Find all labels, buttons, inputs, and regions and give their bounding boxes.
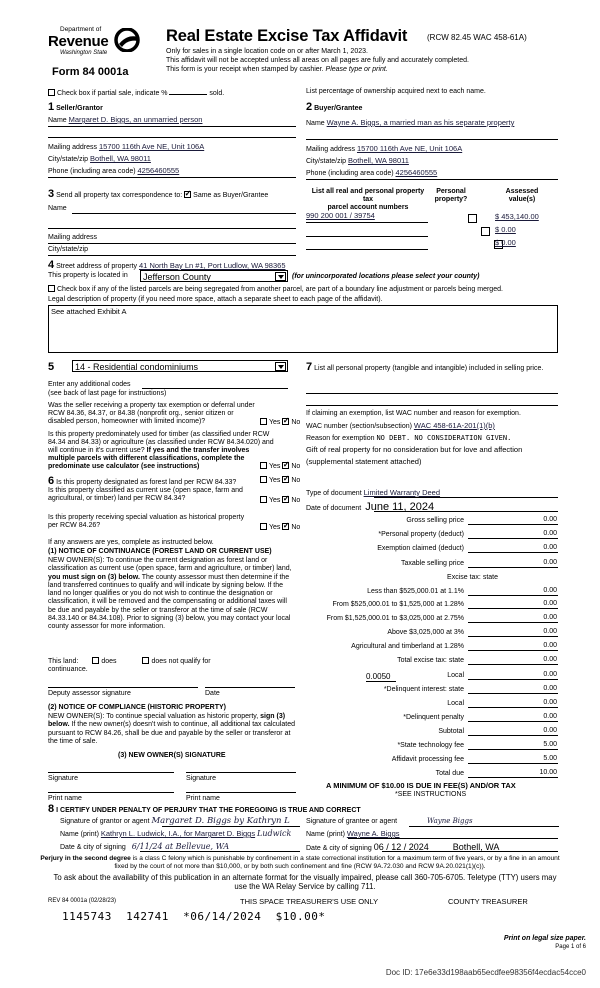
county-treasurer: COUNTY TREASURER	[448, 897, 528, 906]
if-any-yes: If any answers are yes, complete as instructed below.	[48, 539, 214, 546]
partial-sale-row: Check box if partial sale, indicate % sold.	[48, 88, 224, 98]
s6-q3-no[interactable]	[282, 523, 289, 530]
tax-row-label: Total excise tax: state	[397, 657, 464, 664]
s6-q2-no[interactable]	[282, 496, 289, 503]
buyer-city-row: City/state/zip Bothell, WA 98011	[306, 156, 409, 165]
s6-q2: Is this property classified as current use (open space, farm and agricultural, or timber) land per RCW 84.34?	[48, 487, 243, 503]
segregated-row: Check box if any of the listed parcels are being segregated from another parcel, are part of a boundary line adjustment or parcels being merged.	[48, 285, 503, 294]
see-instructions: *SEE INSTRUCTIONS	[395, 791, 467, 798]
property-street[interactable]: 41 North Bay Ln #1, Port Ludlow, WA 98365	[139, 261, 286, 270]
revision: REV 84 0001a (02/28/23)	[48, 898, 117, 904]
tax-row	[306, 574, 558, 586]
header-note-3: This form is your receipt when stamped by cashier. Please type or print.	[166, 66, 388, 73]
tax-row	[306, 742, 558, 754]
tax-row	[306, 629, 558, 641]
s5-q1-yes[interactable]	[260, 418, 267, 425]
doc-date-row: Date of document June 11, 2024	[306, 501, 435, 513]
personal-property-checkbox-1[interactable]	[468, 214, 477, 223]
tax-row	[306, 601, 558, 613]
tax-row-value[interactable]: 0.00	[468, 600, 558, 609]
doc-id: Doc ID: 17e6e33d198aab65ecdfee98356f4ecdac54cce0	[385, 968, 586, 977]
buyer-heading: 2 Buyer/Grantee	[306, 101, 363, 113]
tax-row-value[interactable]: 0.00	[468, 727, 558, 736]
minimum-due: A MINIMUM OF $10.00 IS DUE IN FEE(S) AND/OR TAX	[326, 781, 516, 790]
form-rcw: (RCW 82.45 WAC 458-61A)	[427, 33, 527, 42]
seller-name[interactable]: Margaret D. Biggs, an unmarried person	[68, 115, 203, 124]
local-rate[interactable]: 0.0050	[366, 672, 396, 682]
form-number: Form 84 0001a	[52, 66, 129, 78]
s5-q1-no[interactable]	[282, 418, 289, 425]
tax-row	[306, 714, 558, 726]
notice2-body: NEW OWNER(S): To continue special valuation as historic property, sign (3) below. If the new owner(s) doesn't wish to continue, all additional tax calculated pursuant to RCW 84.26, shall be due and payable by the seller or transferor at the time of sale.	[48, 713, 295, 745]
deputy-date-label: Date	[205, 690, 220, 697]
tax-row-label: *Personal property (deduct)	[378, 531, 464, 538]
dor-logo	[48, 26, 144, 82]
tax-row-value[interactable]: 0.00	[468, 699, 558, 708]
tax-row-label: From $1,525,000.01 to $3,025,000 at 2.75%	[326, 615, 464, 622]
s5-q2-answers: Yes ✓ No	[260, 462, 300, 471]
form-title: Real Estate Excise Tax Affidavit	[166, 27, 408, 45]
tax-row-value[interactable]: 0.00	[468, 614, 558, 623]
tax-row-label: *Delinquent interest: state	[383, 686, 464, 693]
assessed-value-3[interactable]: $ 0.00	[495, 238, 516, 247]
section5-number: 5	[48, 361, 55, 373]
tax-row-label: Agricultural and timberland at 1.28%	[351, 643, 464, 650]
buyer-name[interactable]: Wayne A. Biggs, a married man as his separate property	[326, 118, 515, 127]
tax-row-label: Taxable selling price	[400, 560, 464, 567]
buyer-name-row: Name Wayne A. Biggs, a married man as his separate property	[306, 118, 515, 127]
dept-line1: Department of	[60, 26, 102, 33]
tax-row	[306, 545, 558, 557]
grantee-date-row: Date & city of signing 06 / 12 / 2024 Bothell, WA	[306, 842, 500, 852]
tax-row-label: Exemption claimed (deduct)	[377, 545, 464, 552]
header-note-2: This affidavit will not be accepted unless all areas on all pages are fully and accurately completed.	[166, 57, 469, 64]
seller-name-row: Name Margaret D. Biggs, an unmarried person	[48, 115, 203, 124]
s6-q3-answers: Yes ✓ No	[260, 523, 300, 532]
reason-value[interactable]: NO DEBT. NO CONSIDERATION GIVEN.	[376, 434, 512, 442]
seller-mailing-row: Mailing address 15700 116th Ave NE, Unit 106A	[48, 142, 205, 151]
grantee-sig-row: Signature of grantee or agent Wayne Biggs	[306, 817, 473, 825]
s6-q3: Is this property receiving special valuation as historical property per RCW 84.26?	[48, 514, 245, 530]
tax-row	[306, 672, 558, 684]
wac-row: WAC number (section/subsection) WAC 458-61A-201(1)(b)	[306, 421, 495, 430]
tax-row-label: Gross selling price	[406, 517, 464, 524]
s6-q1-answers: Yes ✓ No	[260, 476, 300, 485]
exemption-claim-label: If claiming an exemption, list WAC number and reason for exemption.	[306, 410, 521, 417]
tax-row-value[interactable]: 0.00	[468, 628, 558, 637]
seller-city-row: City/state/zip Bothell, WA 98011	[48, 154, 151, 163]
county-row: This property is located in	[48, 272, 128, 279]
owner-signature-label-2: Signature	[186, 775, 216, 782]
tax-row-label: *State technology fee	[397, 742, 464, 749]
notice1-body: NEW OWNER(S): To continue the current designation as forest land or classification as current use (open space, farm and agriculture, or timber) land, you must sign on (3) below. The county assessor must then determine if the land transferred continues to qualify and will indicate by signing below. If the land no longer qualifies or you do not wish to continue the designation or classification, it will be removed and the compensating or additional taxes will be due and payable by the seller or transferor at the time of sale (RCW 84.33.140 or 84.34.108). Prior to signing (3) below, you may contact your local county assessor for more information.	[48, 557, 292, 630]
seller-heading: 1 Seller/Grantor	[48, 101, 103, 113]
additional-codes-label: Enter any additional codes	[48, 381, 131, 388]
doc-type[interactable]: Limited Warranty Deed	[363, 488, 441, 497]
grantee-city[interactable]: Bothell, WA	[452, 842, 500, 852]
section4-street-row: 4 Street address of property 41 North Bay Ln #1, Port Ludlow, WA 98365	[48, 259, 286, 271]
tax-row	[306, 686, 558, 698]
grantee-name-row: Name (print) Wayne A. Biggs	[306, 829, 400, 838]
s6-q1-no[interactable]	[282, 476, 289, 483]
tax-row-label: Less than $525,000.01 at 1.1%	[367, 588, 464, 595]
land-use-dropdown-icon[interactable]	[275, 362, 286, 371]
tax-row-label: Affidavit processing fee	[391, 756, 464, 763]
availability-notice: To ask about the availability of this publication in an alternate format for the visually impaired, please call 360-705-6705. Teletype (TTY) users may use the WA Relay Service by calling 711.	[53, 873, 557, 891]
deputy-signature-label: Deputy assessor signature	[48, 690, 131, 697]
grantor-sig-row: Signature of grantor or agent Margaret D. Biggs by Kathryn L	[60, 816, 290, 826]
tax-row	[306, 560, 558, 572]
reason-line-2[interactable]: Gift of real property for no consideration but for love and affection	[306, 445, 523, 454]
cashier-stamp: 1145743 142741 *06/14/2024 $10.00*	[62, 910, 326, 923]
tax-row-label: Local	[447, 700, 464, 707]
reason-row: Reason for exemption NO DEBT. NO CONSIDERATION GIVEN.	[306, 434, 512, 442]
see-back-note: (see back of last page for instructions)	[48, 390, 167, 397]
s3-name-label: Name	[48, 205, 67, 212]
section3-correspondence: 3 Send all property tax correspondence to: ✓ Same as Buyer/Grantee	[48, 188, 268, 201]
grantor-initial: Ludwick	[257, 829, 292, 838]
tax-row-value[interactable]: 0.00	[468, 516, 558, 525]
seller-phone-row: Phone (including area code) 4256460555	[48, 166, 180, 175]
segregated-checkbox[interactable]	[48, 285, 55, 292]
seller-mailing[interactable]: 15700 116th Ave NE, Unit 106A	[98, 142, 205, 151]
reason-line-3[interactable]: (supplemental statement attached)	[306, 457, 422, 466]
tax-row-label: Excise tax: state	[447, 574, 498, 581]
grantor-date-row: Date & city of signing 6/11/24 at Bellevue, WA	[60, 842, 230, 851]
tax-row	[306, 728, 558, 740]
partial-sale-checkbox[interactable]	[48, 89, 55, 96]
seller-city[interactable]: Bothell, WA 98011	[90, 154, 151, 163]
continuance-label: continuance.	[48, 666, 88, 673]
this-land-row: This land: does does not qualify for	[48, 658, 211, 665]
tax-row	[306, 517, 558, 529]
grantor-name-row: Name (print) Kathryn L. Ludwick, I.A., for Margaret D. Biggs Ludwick	[60, 829, 292, 838]
tax-row-value[interactable]: 0.00	[468, 544, 558, 553]
assessed-value-1[interactable]: $ 453,140.00	[495, 212, 539, 221]
buyer-city[interactable]: Bothell, WA 98011	[348, 156, 409, 165]
s5-q2-yes[interactable]	[260, 462, 267, 469]
s6-q2-yes[interactable]	[260, 496, 267, 503]
tax-row-label: *Delinquent penalty	[403, 714, 464, 721]
s5-q1: Was the seller receiving a property tax exemption or deferral under RCW 84.36, 84.37, or 84.38 (nonprofit org., senior citizen or disabled person, homeowner with limited income)?	[48, 402, 255, 426]
notice1-title: (1) NOTICE OF CONTINUANCE (FOREST LAND OR CURRENT USE)	[48, 548, 272, 555]
notice2-title: (2) NOTICE OF COMPLIANCE (HISTORIC PROPERTY)	[48, 704, 226, 711]
s5-q2-no[interactable]	[282, 462, 289, 469]
s6-q3-yes[interactable]	[260, 523, 267, 530]
tax-row-value[interactable]: 0.00	[468, 530, 558, 539]
wac-number[interactable]: WAC 458-61A-201(1)(b)	[413, 421, 495, 430]
tax-row-value[interactable]: 10.00	[468, 769, 558, 778]
tax-row-value[interactable]: 0.00	[468, 587, 558, 596]
tax-row	[306, 615, 558, 627]
tax-row-value[interactable]: 0.00	[468, 713, 558, 722]
parcel-header: List all real and personal property tax parcel account numbers	[311, 188, 425, 212]
dor-emblem-icon	[114, 28, 140, 52]
ownership-note: List percentage of ownership acquired next to each name.	[306, 88, 486, 95]
dept-line3: Washington State	[60, 50, 108, 56]
assessed-header: Assessed value(s)	[505, 188, 539, 204]
grantee-print-name[interactable]: Wayne A. Biggs	[346, 829, 400, 838]
s3-city-label: City/state/zip	[48, 246, 89, 253]
grantor-print-name[interactable]: Kathryn L. Ludwick, I.A., for Margaret D. Biggs	[100, 829, 256, 838]
buyer-mailing[interactable]: 15700 116th Ave NE, Unit 106A	[356, 144, 463, 153]
grantee-date[interactable]: 06 / 12 / 2024	[373, 842, 429, 852]
s6-q1-yes[interactable]	[260, 476, 267, 483]
tax-row	[306, 531, 558, 543]
owner-print-label-2: Print name	[186, 795, 220, 802]
land-does-checkbox[interactable]	[92, 657, 99, 664]
tax-row-label: Above $3,025,000 at 3%	[387, 629, 464, 636]
section7-text: 7 List all personal property (tangible and intangible) included in selling price.	[306, 361, 544, 373]
s6-q2-answers: Yes ✓ No	[260, 496, 300, 505]
tax-row-value[interactable]: 5.00	[468, 741, 558, 750]
legal-description-field[interactable]: See attached Exhibit A	[48, 305, 558, 353]
land-use-select[interactable]: 14 - Residential condominiums	[72, 360, 288, 372]
tax-row	[306, 643, 558, 655]
same-as-buyer-checkbox[interactable]	[184, 191, 191, 198]
land-does-not-checkbox[interactable]	[142, 657, 149, 664]
perjury-notice: Perjury in the second degree is a class C felony which is punishable by confinement in a state correctional institution for a maximum term of five years, or by a fine in an amount fixed by the court of not more than $10,000, or by both such confinement and fine (RCW 9A.72.030 and RCW 9A.20.021(1)(c)).	[40, 855, 560, 870]
tax-row-value[interactable]: 0.00	[468, 671, 558, 680]
header-note-1: Only for sales in a single location code on or after March 1, 2023.	[166, 48, 368, 55]
page-number: Page 1 of 6	[555, 944, 586, 950]
tax-row-label: Total due	[435, 770, 464, 777]
tax-row-value[interactable]: 0.00	[468, 642, 558, 651]
county-select[interactable]: Jefferson County	[140, 270, 288, 282]
buyer-phone[interactable]: 4256460555	[395, 168, 438, 177]
tax-row-label: Local	[447, 672, 464, 679]
owner-print-label-1: Print name	[48, 795, 82, 802]
county-note: (for unincorporated locations please select your county)	[292, 273, 480, 280]
treasurer-only: THIS SPACE TREASURER'S USE ONLY	[240, 897, 379, 906]
county-dropdown-icon[interactable]	[275, 272, 286, 281]
s5-q1-answers: Yes ✓ No	[260, 418, 300, 427]
tax-row-label: Subtotal	[438, 728, 464, 735]
dept-line2: Revenue	[48, 33, 109, 50]
tax-row-value[interactable]: 5.00	[468, 755, 558, 764]
tax-row-value[interactable]: 0.00	[468, 559, 558, 568]
buyer-mailing-row: Mailing address 15700 116th Ave NE, Unit 106A	[306, 144, 463, 153]
tax-row-value[interactable]: 0.00	[468, 656, 558, 665]
tax-row-value[interactable]: 0.00	[468, 685, 558, 694]
tax-row	[306, 756, 558, 768]
tax-row-label: From $525,000.01 to $1,525,000 at 1.28%	[332, 601, 464, 608]
seller-phone[interactable]: 4256460555	[137, 166, 180, 175]
tax-row	[306, 657, 558, 669]
personal-property-checkbox-2[interactable]	[481, 227, 490, 236]
buyer-phone-row: Phone (including area code) 4256460555	[306, 168, 438, 177]
tax-row	[306, 700, 558, 712]
owner-signature-label-1: Signature	[48, 775, 78, 782]
certify-heading: 8 I CERTIFY UNDER PENALTY OF PERJURY THAT THE FOREGOING IS TRUE AND CORRECT	[48, 803, 361, 815]
grantee-signature[interactable]: Wayne Biggs	[427, 817, 473, 825]
grantor-signature[interactable]: Margaret D. Biggs by Kathryn L	[151, 816, 290, 826]
s6-q1: 6 Is this property designated as forest land per RCW 84.33?	[48, 475, 237, 487]
personal-header: Personal property?	[434, 188, 468, 204]
doc-date[interactable]: June 11, 2024	[365, 501, 435, 513]
tax-row	[306, 588, 558, 600]
notice3-title: (3) NEW OWNER(S) SIGNATURE	[118, 752, 226, 759]
doc-type-row: Type of document Limited Warranty Deed	[306, 488, 441, 497]
grantor-date-city[interactable]: 6/11/24 at Bellevue, WA	[131, 842, 230, 851]
s3-mailing-label: Mailing address	[48, 234, 98, 241]
parcel-number-1[interactable]: 990 200 001 / 39754	[306, 211, 375, 220]
assessed-value-2[interactable]: $ 0.00	[495, 225, 516, 234]
legal-size-note: Print on legal size paper.	[503, 935, 586, 942]
s5-q2: Is this property predominately used for timber (as classified under RCW 84.34 and 84.33) or agriculture (as classified under RCW 84.34.020) and will continue in it's current use? If yes and the transfer involves multiple parcels with different classifications, complete the predominate use calculator (see instructions)	[48, 431, 274, 471]
partial-sale-percent[interactable]	[169, 88, 207, 95]
legal-label: Legal description of property (if you need more space, attach a separate sheet to each page of the affidavit).	[48, 296, 383, 303]
